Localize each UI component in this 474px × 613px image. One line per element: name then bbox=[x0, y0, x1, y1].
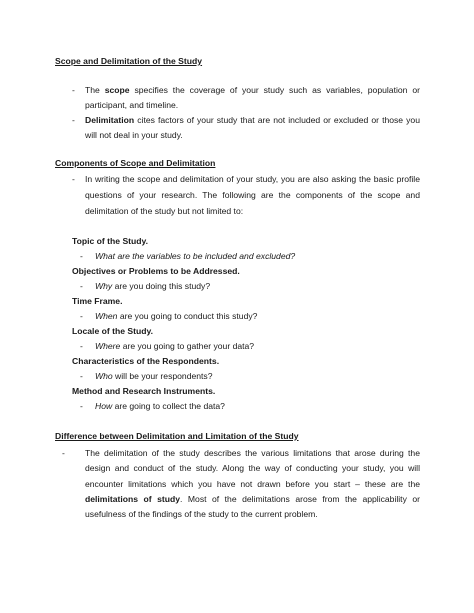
component-objectives-title: Objectives or Problems to be Addressed. bbox=[72, 266, 240, 276]
difference-heading: Difference between Delimitation and Limitation of the Study bbox=[55, 431, 299, 441]
delimitation-bullet: - Delimitation cites factors of your study that are not included or excluded or those you will not deal in your study. bbox=[72, 115, 420, 141]
component-respondents-title: Characteristics of the Respondents. bbox=[72, 356, 220, 366]
component-timeframe-question: - When are you going to conduct this study? bbox=[80, 311, 258, 321]
component-method-question: - How are going to collect the data? bbox=[80, 401, 225, 411]
component-timeframe-title: Time Frame. bbox=[72, 296, 123, 306]
component-respondents-question: - Who will be your respondents? bbox=[80, 371, 213, 381]
component-method-title: Method and Research Instruments. bbox=[72, 386, 216, 396]
component-topic-title: Topic of the Study. bbox=[72, 236, 149, 246]
scope-bullet: - The scope specifies the coverage of your study such as variables, population or participant, and timeline. bbox=[72, 85, 420, 111]
section-title: Scope and Delimitation of the Study bbox=[55, 56, 203, 66]
components-heading: Components of Scope and Delimitation bbox=[55, 158, 216, 168]
component-topic-question: - What are the variables to be included and excluded? bbox=[80, 251, 296, 261]
difference-paragraph: - The delimitation of the study describes the various limitations that arose during the design and conduct of the study. Along the way of conducting your study, you will encounter limitations which you have not drawn before you start – these are the delimitations of study. Most of the delimitations arose from the applicability or usefulness of the findings of the study to the current problem. bbox=[62, 448, 420, 520]
components-intro-text: In writing the scope and delimitation of your study, you are also asking the basic profile questions of your research. The following are the components of the scope and delimitation of the study but not limited to: bbox=[85, 174, 420, 216]
components-intro: - In writing the scope and delimitation of your study, you are also asking the basic profile questions of your research. The following are the components of the scope and delimitation of the study but not limited to: bbox=[72, 171, 420, 219]
component-locale-title: Locale of the Study. bbox=[72, 326, 154, 336]
component-objectives-question: - Why are you doing this study? bbox=[80, 281, 211, 291]
component-locale-question: - Where are you going to gather your data? bbox=[80, 341, 255, 351]
